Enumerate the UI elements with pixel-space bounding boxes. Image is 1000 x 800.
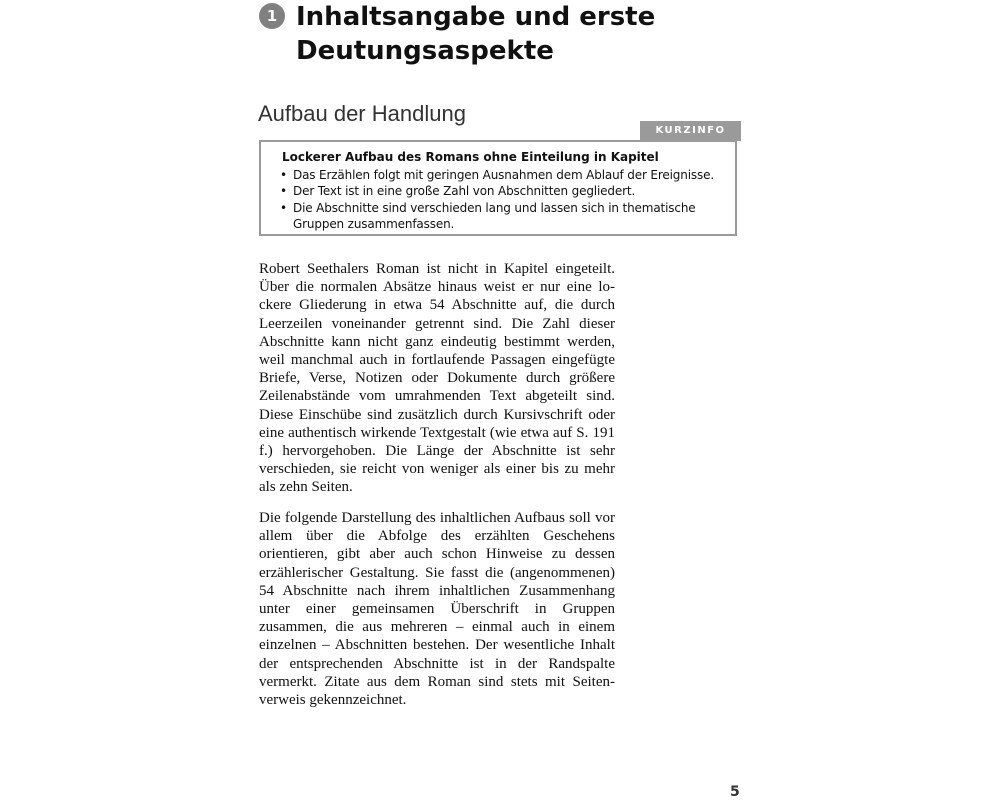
chapter-title: Inhaltsangabe und erste Deutungsaspekte	[296, 2, 656, 66]
body-paragraph: Die folgende Darstellung des inhaltlichen Aufbaus soll vor allem über die Abfolge des erzählten Geschehens orientieren, gibt aber auch schon Hinweise zu dessen erzählerischer Gestaltung. Sie fasst die (angenommenen) 54 Abschnitte nach ihrem inhaltlichen Zusammenhang unter einer gemeinsamen Überschrift in Gruppen zusammen, die aus mehreren – einmal auch in einem einzelnen – Abschnitten bestehen. Der wesentliche Inhalt der entsprechenden Abschnitte ist in der Randspalte vermerkt. Zitate aus dem Roman sind stets mit Seitenverweis gekennzeichnet.	[259, 510, 615, 709]
kurzinfo-item: • Der Text ist in eine große Zahl von Abschnitten gegliedert.	[293, 183, 725, 200]
kurzinfo-list	[282, 167, 725, 233]
kurzinfo-title: Lockerer Aufbau des Romans ohne Einteilung in Kapitel	[282, 150, 659, 164]
page-number: 5	[730, 784, 740, 800]
kurzinfo-tab: KURZINFO	[640, 121, 741, 141]
kurzinfo-box	[259, 140, 737, 236]
body-paragraph: Robert Seethalers Roman ist nicht in Kapitel eingeteilt. Über die normalen Absätze hinaus weist er nur eine lockere Gliederung in etwa 54 Abschnitte auf, die durch Leerzeilen voneinander getrennt sind. Die Zahl dieser Abschnitte kann nicht ganz eindeutig bestimmt werden, weil manchmal auch in fortlaufende Passagen eingefügte Briefe, Verse, Notizen oder Dokumente durch größere Zeilenabstände vom umrahmenden Text abgeteilt sind. Diese Einschübe sind zusätzlich durch Kursivschrift oder eine authentisch wirkende Textgestalt (wie etwa auf S. 191 f.) hervorgehoben. Die Länge der Abschnitte ist sehr verschieden, sie reicht von weniger als einer bis zu mehr als zehn Seiten.	[259, 261, 615, 496]
kurzinfo-item: • Das Erzählen folgt mit geringen Ausnahmen dem Ablauf der Ereignisse.	[293, 167, 725, 184]
section-heading: Aufbau der Handlung	[258, 101, 466, 126]
chapter-number-badge: 1	[259, 3, 285, 29]
kurzinfo-item: • Die Abschnitte sind verschieden lang und lassen sich in thematische Gruppen zusammenfassen.	[293, 200, 725, 233]
